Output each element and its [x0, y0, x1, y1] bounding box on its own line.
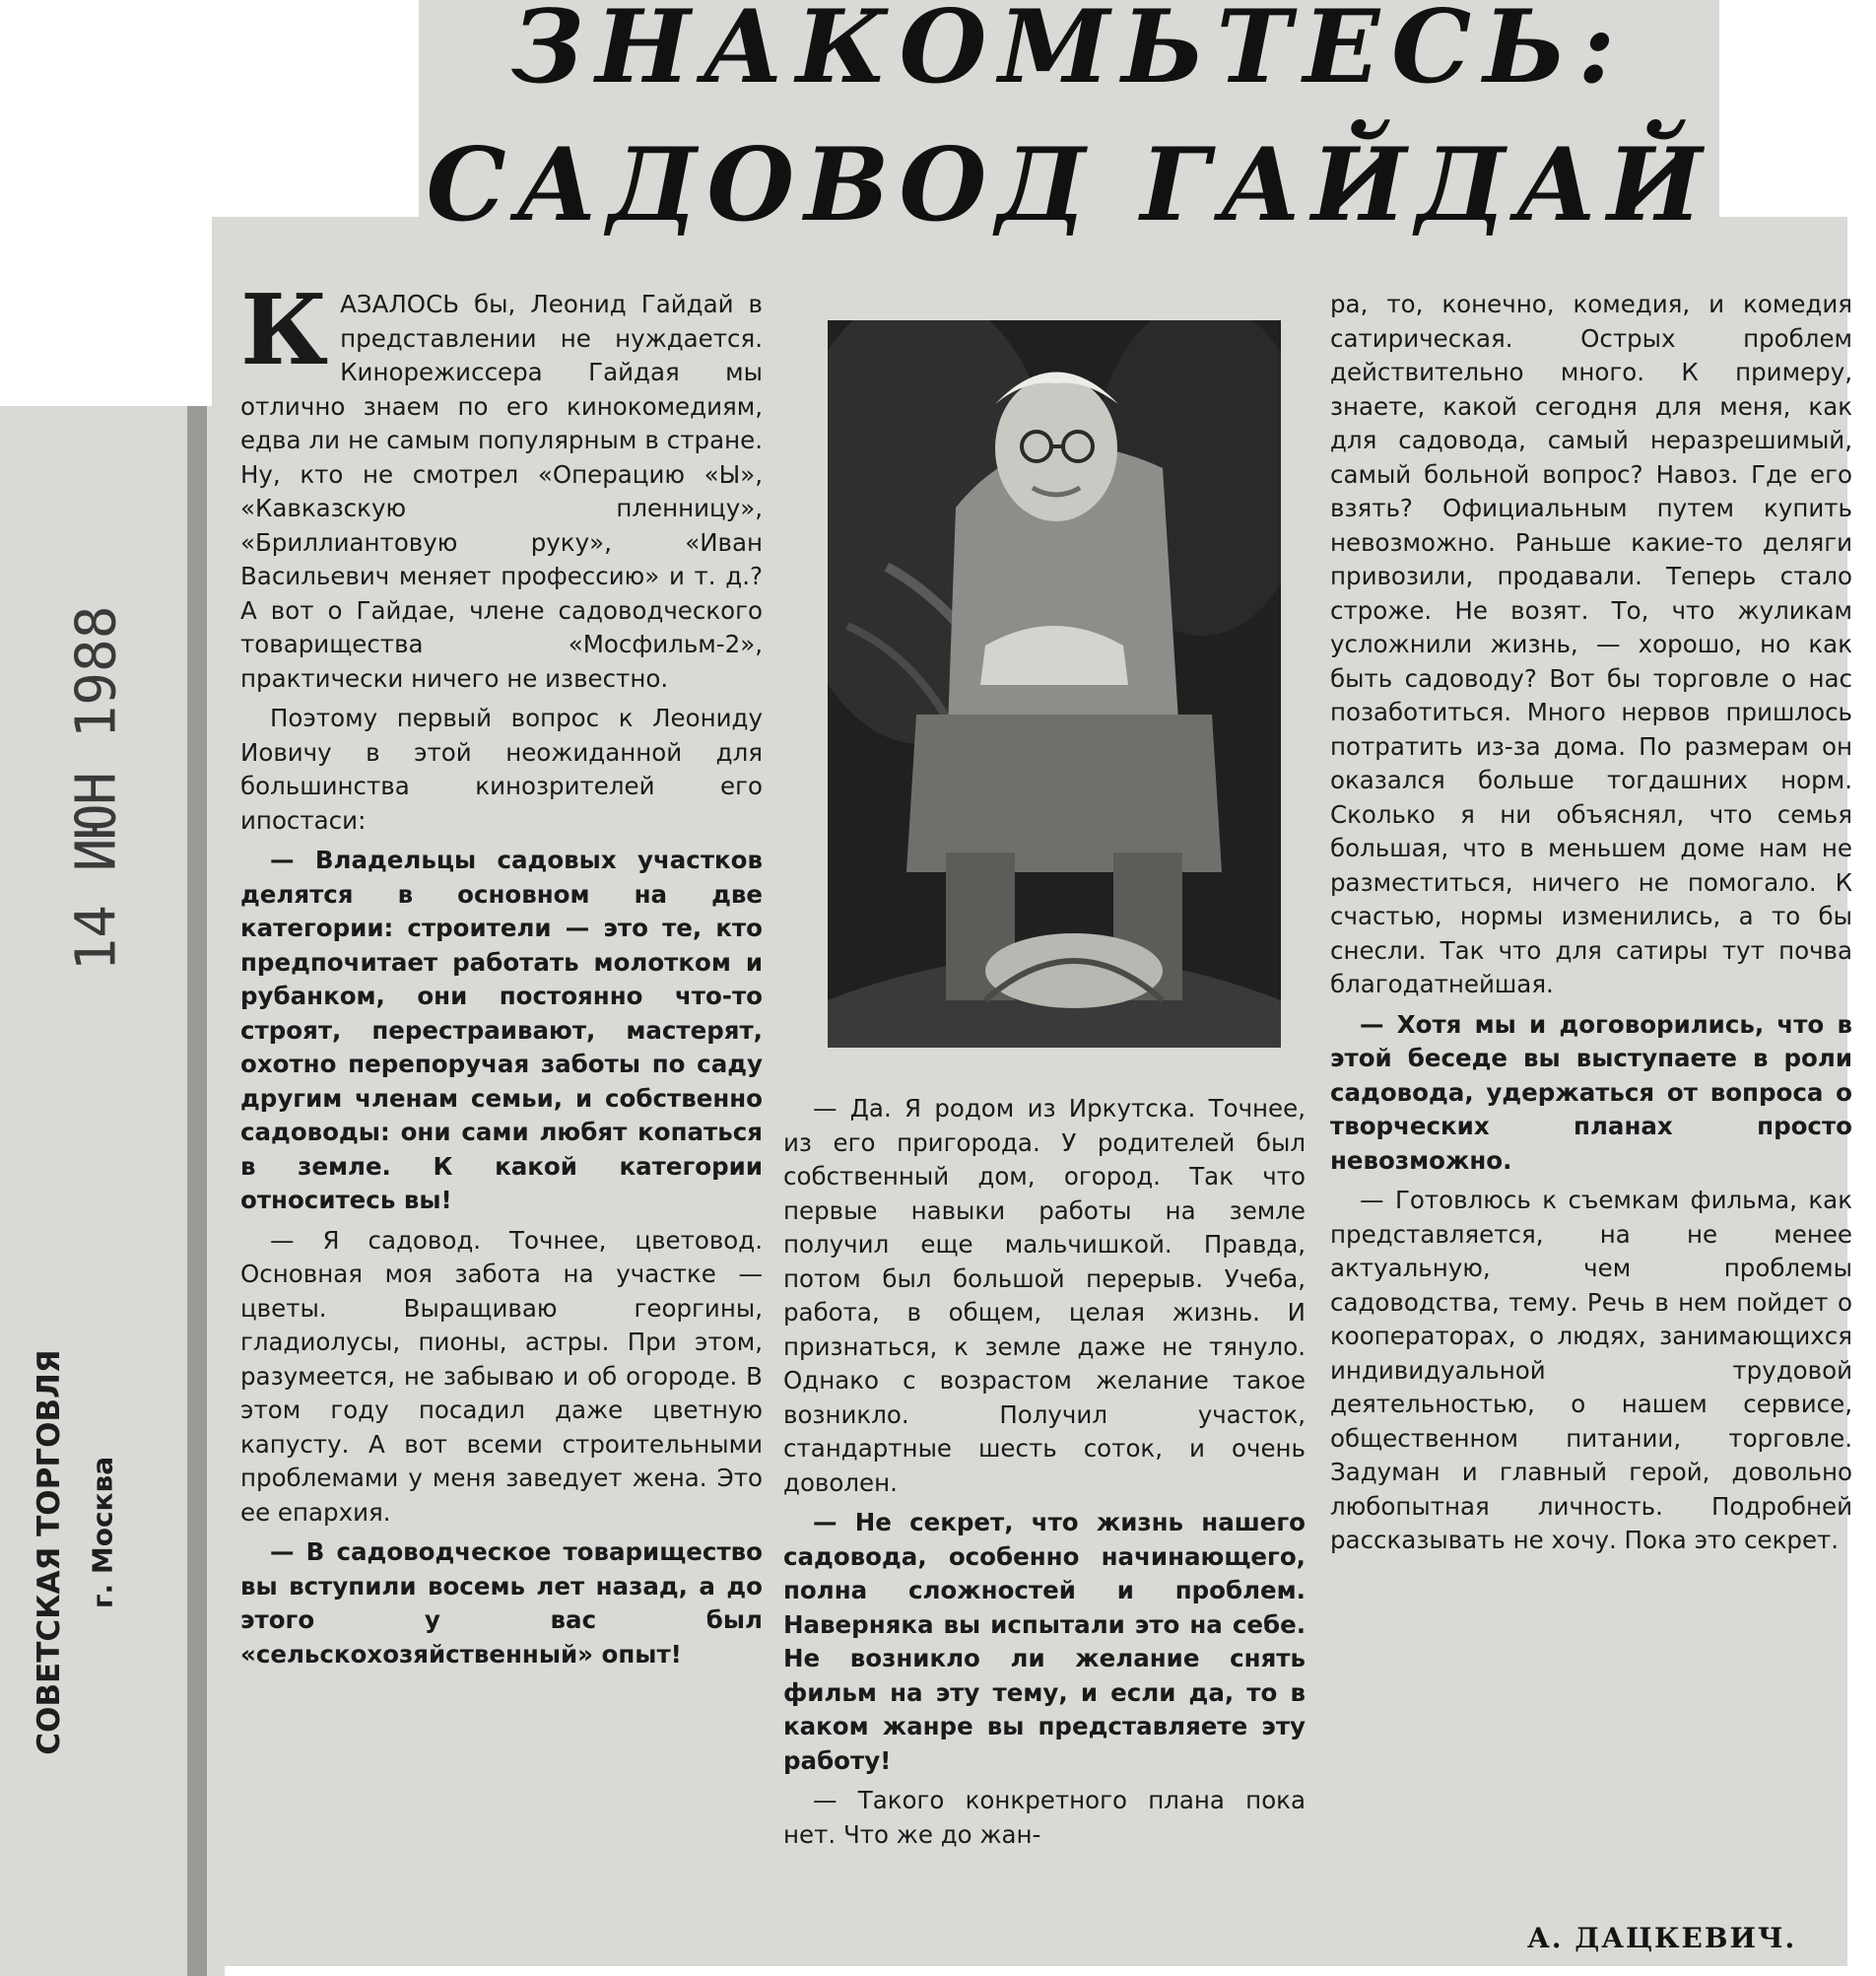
article-column-2	[783, 1092, 1306, 1858]
drop-cap: К	[240, 274, 329, 387]
interview-question: — Владельцы садовых участков делятся в основном на две категории: строители — это те, кто предпочитает работать молотком и рубанком, они постоянно что-то строят, перестраивают, мастерят, охотно перепоручая заботы по саду другим членам семьи, и собственно садоводы: они сами любят копаться в земле. К какой категории относитесь вы!	[240, 846, 763, 1214]
portrait-photo	[828, 320, 1281, 1048]
author-signature: А. ДАЦКЕВИЧ.	[1527, 1922, 1797, 1954]
interview-question: — Не секрет, что жизнь нашего садовода, особенно начинающего, полна сложностей и проблем. Наверняка вы испытали это на себе. Не возникло ли желание снять фильм на эту тему, и если да, то в каком жанре вы представляете эту работу!	[783, 1508, 1306, 1775]
headline-line-1: ЗНАКОМЬТЕСЬ:	[510, 0, 1628, 106]
publication-city: г. Москва	[86, 1456, 119, 1609]
date-stamp: 14 ИЮН 1988	[64, 605, 129, 972]
interview-answer: — Я садовод. Точнее, цветовод. Основная моя забота на участке — цветы. Выращиваю георгины, гладиолусы, пионы, астры. При этом, разумеется, не забываю и об огороде. В этом году посадил даже цветную капусту. А вот всеми строительными проблемами у меня заведует жена. Это ее епархия.	[240, 1225, 763, 1527]
interview-question: — Хотя мы и договорились, что в этой беседе вы выступаете в роли садовода, удержаться от вопроса о творческих планах просто невозможно.	[1330, 1009, 1852, 1175]
interview-question: — В садоводческое товарищество вы вступили восемь лет назад, а до этого у вас был «сельскохозяйственный» опыт!	[240, 1537, 763, 1669]
paper-fold-shadow	[187, 406, 207, 1976]
continued-paragraph: ра, то, конечно, комедия, и комедия сатирическая. Острых проблем действительно много. К примеру, знаете, какой сегодня для меня, как для садовода, самый неразрешимый, самый больной вопрос? Навоз. Где его взять? Официальным путем купить невозможно. Раньше какие-то деляги привозили, продавали. Теперь стало строже. Не возят. То, что жуликам усложнили жизнь, — хорошо, но как быть садоводу? Вот бы торговле о нас позаботиться. Много нервов пришлось потратить из-за дома. По размерам он оказался больше тогдашних норм. Сколько я ни объяснял, что семья большая, что в меньшем доме нам не разместиться, ничего не помогало. К счастью, нормы изменились, а то бы снесли. Так что для сатиры тут почва благодатнейшая.	[1330, 290, 1852, 998]
headline-line-2: САДОВОД ГАЙДАЙ	[426, 126, 1712, 244]
article-column-1	[240, 274, 763, 1677]
publication-name: СОВЕТСКАЯ ТОРГОВЛЯ	[32, 1349, 67, 1755]
interview-answer: — Такого конкретного плана пока нет. Что же до жан-	[783, 1786, 1306, 1849]
article-column-3	[1330, 288, 1852, 1564]
interview-answer: — Да. Я родом из Иркутска. Точнее, из его пригорода. У родителей был собственный дом, огород. Так что первые навыки работы на земле получил еще мальчишкой. Правда, потом был большой перерыв. Учеба, работа, в общем, целая жизнь. И признаться, к земле даже не тянуло. Однако с возрастом желание такое возникло. Получил участок, стандартные шесть соток, и очень доволен.	[783, 1094, 1306, 1497]
interview-answer: — Готовлюсь к съемкам фильма, как представляется, на не менее актуальную, чем проблемы садоводства, тему. Речь в нем пойдет о кооператорах, о людях, занимающихся индивидуальной трудовой деятельностью, о нашем сервисе, общественном питании, торговле. Задуман и главный герой, довольно любопытная личность. Подробней рассказывать не хочу. Пока это секрет.	[1330, 1186, 1852, 1554]
interview-answer: Поэтому первый вопрос к Леониду Иовичу в этой неожиданной для большинства кинозрителей его ипостаси:	[240, 704, 763, 835]
lead-paragraph	[240, 274, 763, 696]
lead-text: АЗАЛОСЬ бы, Леонид Гайдай в представлении не нуждается. Кинорежиссера Гайдая мы отлично знаем по его кинокомедиям, едва ли не самым популярным в стране. Ну, кто не смотрел «Операцию «Ы», «Кавказскую пленницу», «Бриллиантовую руку», «Иван Васильевич меняет профессию» и т. д.? А вот о Гайдае, члене садоводческого товарищества «Мосфильм-2», практически ничего не известно.	[240, 290, 763, 693]
